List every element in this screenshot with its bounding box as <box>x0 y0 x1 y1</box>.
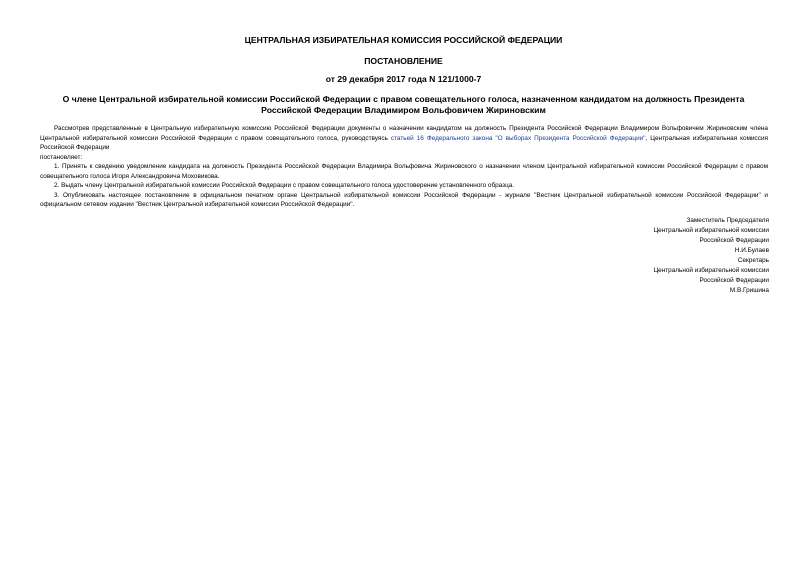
signature-block <box>653 216 769 296</box>
deputy-position-line1: Заместитель Председателя <box>686 217 769 224</box>
document-type-heading: ПОСТАНОВЛЕНИЕ <box>364 56 443 66</box>
organization-heading: ЦЕНТРАЛЬНАЯ ИЗБИРАТЕЛЬНАЯ КОМИССИЯ РОССИЙСКОЙ ФЕДЕРАЦИИ <box>244 35 563 45</box>
deputy-position-line3: Российской Федерации <box>699 237 769 244</box>
date-number-heading: от 29 декабря 2017 года N 121/1000-7 <box>325 74 482 84</box>
resolves-line: постановляет: <box>40 153 83 161</box>
resolution-item-1: 1. Принять к сведению уведомление кандидата на должность Президента Российской Федерации Владимира Вольфовича Жириновского о назначении членом Центральной избирательной комиссии Российской Федерации с правом совещательного голоса Игоря Александровича Моховикова. <box>40 163 768 180</box>
preamble-text-end: , Центральная избирательная комиссия Российской Федерации <box>40 134 768 151</box>
deputy-position-line2: Центральной избирательной комиссии <box>653 227 769 234</box>
law-reference-link[interactable]: статьей 16 Федерального закона "О выборах Президента Российской Федерации" <box>390 134 646 142</box>
preamble-paragraph <box>40 124 768 153</box>
secretary-position-line2: Центральной избирательной комиссии <box>653 267 769 274</box>
document-title: О члене Центральной избирательной комиссии Российской Федерации с правом совещательного голоса, назначенном кандидатом на должность Президента Российской Федерации Владимиром Вольфовичем Жириновским <box>62 94 745 115</box>
secretary-position-line1: Секретарь <box>737 257 769 264</box>
resolution-item-2: 2. Выдать члену Центральной избирательной комиссии Российской Федерации с правом совещательного голоса удостоверение установленного образца. <box>54 182 515 189</box>
secretary-position-line3: Российской Федерации <box>699 277 769 284</box>
deputy-name: Н.И.Булаев <box>734 247 769 254</box>
preamble-text-start: Рассмотрев представленные в Центральную избирательную комиссию Российской Федерации документы о назначении кандидатом на должность Президента Российской Федерации Владимиром Вольфовичем Жириновским члена Центральной избирательной комиссии Российской Федерации с правом совещательного голоса, руководствуясь <box>40 125 768 142</box>
document-body <box>40 124 768 210</box>
secretary-name: М.В.Гришина <box>729 287 769 294</box>
resolution-item-3: 3. Опубликовать настоящее постановление в официальном печатном органе Центральной избирательной комиссии Российской Федерации - журнале "Вестник Центральной избирательной комиссии Российской Федерации" и официальном сетевом издании "Вестник Центральной избирательной комиссии Российской Федерации". <box>40 191 768 208</box>
